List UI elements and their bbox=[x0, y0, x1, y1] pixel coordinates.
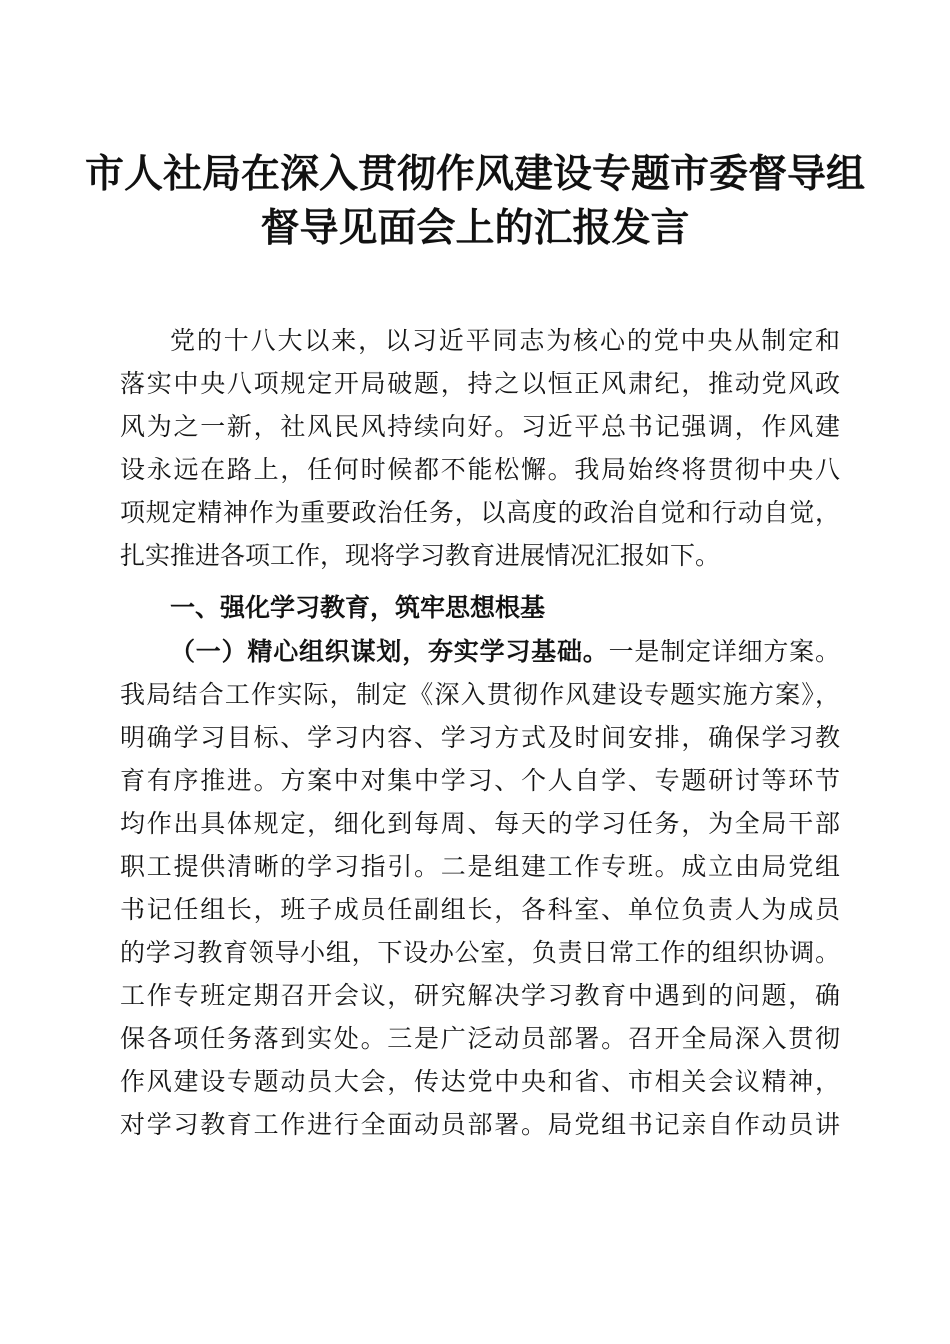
subsection-1-line: 作风建设专题动员大会，传达党中央和省、市相关会议精神， bbox=[120, 1067, 840, 1096]
subsection-1-line: 书记任组长，班子成员任副组长，各科室、单位负责人为成员 bbox=[120, 895, 840, 924]
subsection-1-line: 我局结合工作实际，制定《深入贯彻作风建设专题实施方案》， bbox=[120, 680, 840, 709]
intro-paragraph-line: 风为之一新，社风民风持续向好。习近平总书记强调，作风建 bbox=[120, 412, 840, 441]
subsection-1-line: 对学习教育工作进行全面动员部署。局党组书记亲自作动员讲 bbox=[120, 1110, 840, 1139]
section-1-heading: 一、强化学习教育，筑牢思想根基 bbox=[170, 593, 546, 622]
subsection-1-line: 保各项任务落到实处。三是广泛动员部署。召开全局深入贯彻 bbox=[120, 1024, 840, 1053]
subsection-1-line: 均作出具体规定，细化到每周、每天的学习任务，为全局干部 bbox=[120, 809, 840, 838]
intro-paragraph-line: 设永远在路上，任何时候都不能松懈。我局始终将贯彻中央八 bbox=[120, 455, 840, 484]
subsection-1-line: 职工提供清晰的学习指引。二是组建工作专班。成立由局党组 bbox=[120, 852, 840, 881]
intro-paragraph-line: 落实中央八项规定开局破题，持之以恒正风肃纪，推动党风政 bbox=[120, 369, 840, 398]
subsection-1-first-text: 一是制定详细方案。 bbox=[608, 637, 840, 666]
subsection-1-line: 明确学习目标、学习内容、学习方式及时间安排，确保学习教 bbox=[120, 723, 840, 752]
intro-paragraph-line: 党的十八大以来，以习近平同志为核心的党中央从制定和 bbox=[170, 326, 840, 355]
subsection-1-heading: （一）精心组织谋划，夯实学习基础。 bbox=[170, 637, 609, 666]
document-title-line-1: 市人社局在深入贯彻作风建设专题市委督导组 bbox=[84, 151, 865, 197]
subsection-1-line: 育有序推进。方案中对集中学习、个人自学、专题研讨等环节 bbox=[120, 766, 840, 795]
subsection-1-line: 的学习教育领导小组，下设办公室，负责日常工作的组织协调。 bbox=[120, 938, 840, 967]
subsection-1-line: 工作专班定期召开会议，研究解决学习教育中遇到的问题，确 bbox=[120, 981, 840, 1010]
subsection-1-first-line bbox=[170, 636, 840, 668]
document-title-line-2: 督导见面会上的汇报发言 bbox=[260, 205, 690, 251]
intro-paragraph-line: 项规定精神作为重要政治任务，以高度的政治自觉和行动自觉， bbox=[120, 498, 840, 527]
intro-paragraph-line: 扎实推进各项工作，现将学习教育进展情况汇报如下。 bbox=[120, 541, 721, 570]
